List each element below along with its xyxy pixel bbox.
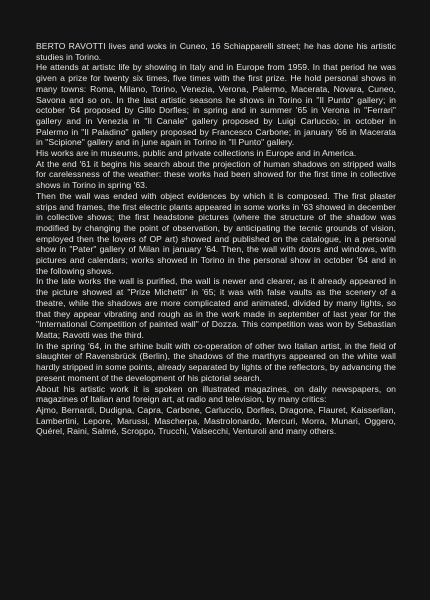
- paragraph-wall-objects: Then the wall was ended with object evidences by which it is composed. The first plaster strips and frames, the first electric plants appeared in some works in '63 showed in december in collective shows; the first headstone pictures (where the structure of the shadow was modified by changing the point of observation, by anticipating the tecnic grounds of vision, employed then the lovers of OP art) showed and published on the catalogue, in a personal show in "Pater" gallery of Milan in january '64. Then, the wall with doors and windows, with pictures and calendars; works showed in Torino in the personal show in october '64 and in the following shows.: [36, 190, 396, 276]
- paragraph-critics-intro: About his artistic work it is spoken on illustrated magazines, on daily newspapers, on magazines of Italian and foreign art, at radio and television, by many critics:: [36, 383, 396, 405]
- paragraph-shadow-research: At the end '61 it begins his search about the projection of human shadows on stripped walls for carelessness of the weather: these works had been showed for the first time in collective shows in Torino in spring '63.: [36, 158, 396, 191]
- paragraph-exhibitions: He attends at artistc life by showing in Italy and in Europe from 1959. In that period he was given a prize for twenty six times, five times with the first prize. He hold personal shows in many towns: Roma, Milano, Torino, Venezia, Verona, Palermo, Macerata, Novara, Cuneo, Savona and so on. In the last artistic seasons he shows in Torino in "Il Punto" gallery; in october '64 proposed by Gillo Dorfles; in spring and in summer '65 in Verona in "Ferrari" gallery and in Venezia in "Il Canale" gallery proposed by Luigi Carluccio; in october in Palermo in "Il Paladino" gallery proposed by Francesco Carbone; in january '66 in Macerata in "Scipione" gallery and in june again in Torino in "Il Punto" gallery.: [36, 62, 396, 148]
- paragraph-late-works: In the late works the wall is purified, the wall is newer and clearer, as it already appeared in the picture showed at "Prize Michetti" in '65; it was with false vaults as the scenery of a theatre, while the shadows are more complicated and animated, divided by many lights, so that they appear vibrating and rough as in the work made in september of last year for the "International Competition of painted wall" of Dozza. This competition was won by Sebastian Matta; Ravotti was the third.: [36, 276, 396, 340]
- paragraph-intro: BERTO RAVOTTI lives and woks in Cuneo, 16 Schiapparelli street; he has done his artistic studies in Torino.: [36, 41, 396, 62]
- paragraph-collections: His works are in museums, public and private collections in Europe and in America.: [36, 148, 357, 159]
- paragraph-critics-list: Ajmo, Bernardi, Dudigna, Capra, Carbone, Carluccio, Dorfles, Dragone, Flauret, Kaisserlian, Lambertini, Lepore, Marussi, Mascherpa, Mastrolonardo, Mercuri, Morra, Munari, Oggero, Quérel, Raini, Salmé, Scroppo, Trucchi, Valsecchi, Venturoli and many others.: [36, 404, 396, 437]
- paragraph-ravensbruck: In the spring '64, in the srhine built with co-operation of other two Italian artist, in the field of slaughter of Ravensbrück (Berlin), the shadows of the marthyrs appeared on the white wall hardly stripped in some points, already separated by lights of the reflectors, by advancing the present moment of the development of his pictorial search.: [36, 340, 396, 383]
- biography-text: [36, 41, 396, 437]
